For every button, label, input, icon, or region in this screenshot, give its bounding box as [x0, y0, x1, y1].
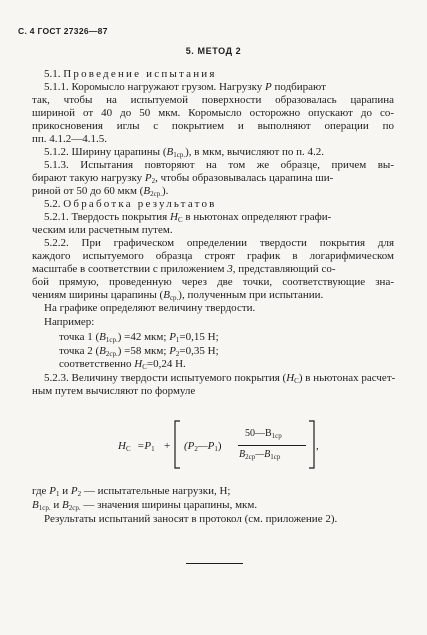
subsection-heading: 5.2. Обработка результатов [44, 198, 217, 210]
left-bracket [172, 420, 182, 470]
paragraph-line: 5.2.1. Твердость покрытия $H_C$ в ньютонах определяют графи- [44, 211, 332, 224]
subsection-heading: 5.1. Проведение испытания [44, 68, 217, 80]
page-header: С. 4 ГОСТ 27326—87 [18, 26, 108, 36]
example-label: Например: [44, 316, 95, 328]
formula-numerator: $50—B_{1ср}$ [245, 428, 282, 440]
hardness-formula [118, 424, 318, 470]
formula-difference: $(P_2—P_1)$ [184, 440, 222, 453]
where-line: $B_{1ср.}$ и $B_{2ср.}$ — значения ширины царапины, мкм. [32, 499, 258, 512]
paragraph-line: На графике определяют величину твердости. [44, 302, 256, 314]
formula-plus: + [164, 440, 171, 452]
paragraph-line: 5.1.1. Коромысло нагружают грузом. Нагрузку P подбирают [44, 81, 326, 93]
paragraph-line: бой прямую, проведенную через две точки, соответствующие зна- [32, 276, 394, 288]
example-line: точка 1 $(B_{1ср.}) =42$ мкм; $P_1=0,15$ Н; [59, 331, 219, 344]
paragraph-line: 5.2.2. При графическом определении твердости покрытия для [44, 237, 394, 249]
paragraph-line: 5.2.3. Величину твердости испытуемого покрытия $(H_C)$ в ньютонах расчет- [44, 372, 396, 385]
paragraph-line: пп. 4.1.2—4.1.5. [32, 133, 108, 145]
paragraph-line: риной от 50 до 60 мкм $(B_{2ср.})$. [32, 185, 169, 198]
paragraph-line: чениям ширины царапины $(B_{ср.})$, полученным при испытании. [32, 289, 324, 302]
paragraph-line: шириной от 40 до 50 мкм. Коромысло осторожно опускают до со- [32, 107, 394, 119]
example-line: соответственно $H_C=0,24$ Н. [59, 358, 186, 371]
paragraph-line: ным путем вычисляют по формуле [32, 385, 196, 397]
paragraph-line: масштабе в соответствии с приложением 3, представляющий со- [32, 263, 336, 275]
section-title: 5. МЕТОД 2 [185, 46, 242, 56]
formula-denominator: $B_{2ср}—B_{1ср}$ [239, 449, 281, 461]
paragraph-line: 5.1.2. Ширину царапины $(B_{1ср.})$, в мкм, вычисляют по п. 4.2. [44, 146, 325, 159]
paragraph-line: ческим или расчетным путем. [32, 224, 173, 236]
paragraph-line: 5.1.3. Испытания повторяют на том же образце, причем вы- [44, 159, 394, 171]
formula-comma: , [316, 440, 319, 452]
fraction-bar [238, 445, 306, 446]
paragraph-line: бирают такую нагрузку $P_2$, чтобы образовывалась царапина ши- [32, 172, 334, 185]
example-line: точка 2 $(B_{2ср.}) =58$ мкм; $P_2=0,35$ Н; [59, 345, 219, 358]
paragraph-line: каждого испытуемого образца строят график в логарифмическом [32, 250, 394, 262]
end-rule [186, 563, 243, 564]
formula-p1: $=P_1$ [137, 440, 155, 453]
results-line: Результаты испытаний заносят в протокол (см. приложение 2). [44, 513, 338, 525]
formula-lhs: $H_C$ [118, 440, 131, 453]
paragraph-line: так, чтобы на испытуемой поверхности образовалась царапина [32, 94, 394, 106]
paragraph-line: прикосновения иглы с покрытием и выполняют операции по [32, 120, 394, 132]
where-line: где $P_1$ и $P_2$ — испытательные нагрузки, Н; [32, 485, 231, 498]
